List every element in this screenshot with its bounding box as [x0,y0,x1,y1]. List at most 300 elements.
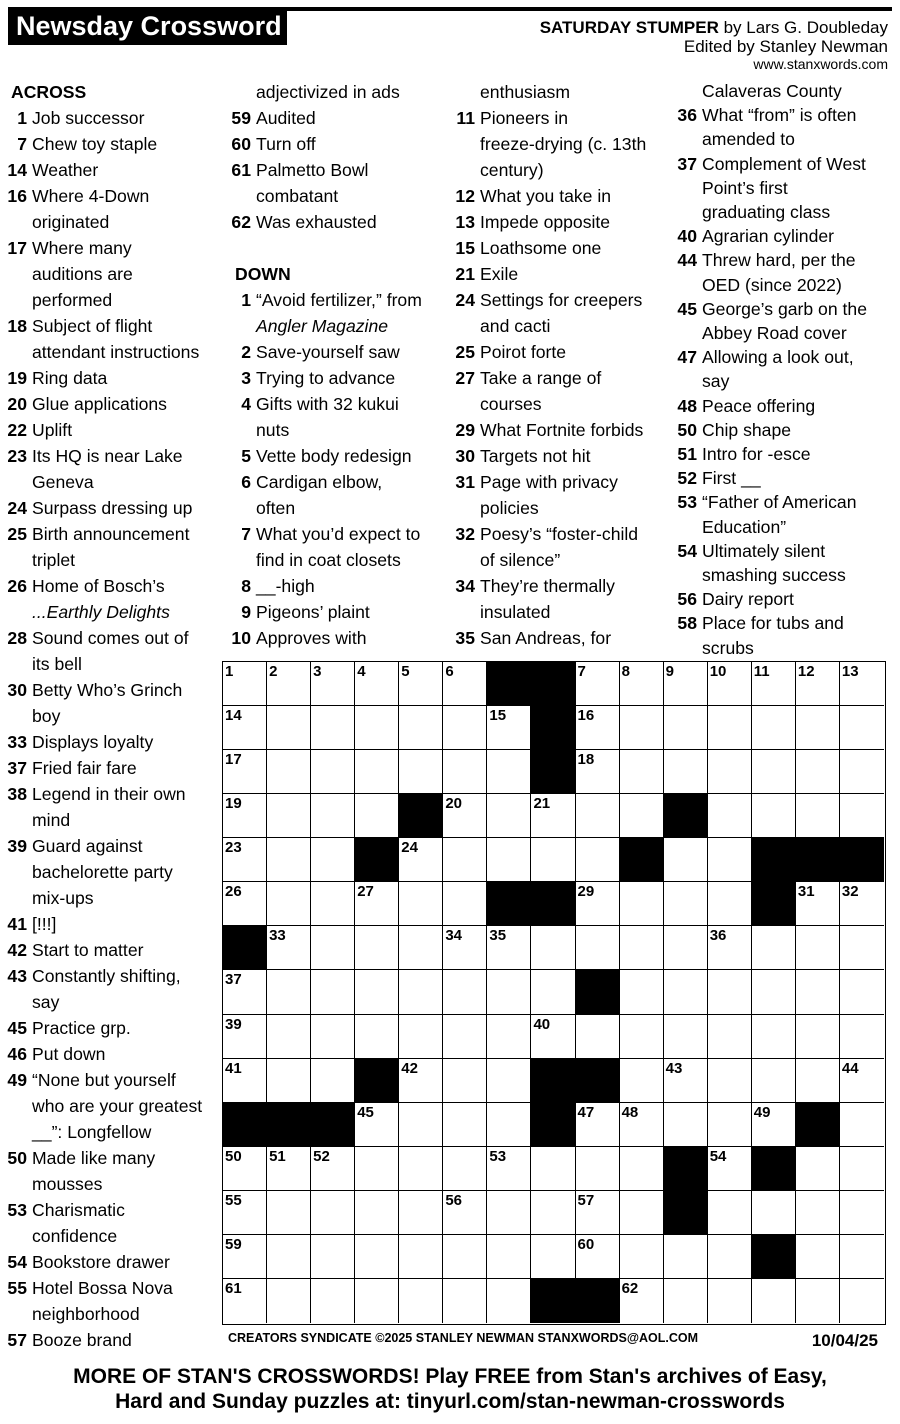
grid-cell[interactable] [223,1235,267,1279]
grid-cell[interactable] [355,794,399,838]
grid-cell[interactable] [399,1059,443,1103]
grid-cell[interactable] [708,970,752,1014]
grid-cell[interactable] [708,750,752,794]
grid-cell[interactable] [223,1059,267,1103]
cell-number: 50 [225,1147,242,1165]
grid-cell[interactable] [487,926,531,970]
clue-item [675,152,897,176]
grid-cell[interactable] [576,1103,620,1147]
grid-cell[interactable] [311,926,355,970]
clue-text: Poirot forte [480,342,567,362]
promo-line-1: MORE OF STAN'S CROSSWORDS! Play FREE from Stan's archives of Easy, [73,1365,827,1388]
grid-cell[interactable] [531,1015,575,1059]
grid-cell[interactable] [840,1279,884,1323]
grid-cell[interactable] [620,1235,664,1279]
grid-cell[interactable] [311,1059,355,1103]
grid-cell[interactable] [355,750,399,794]
grid-cell[interactable] [531,970,575,1014]
grid-cell[interactable] [531,1235,575,1279]
clue-item [5,495,220,521]
clue-continuation [675,515,897,539]
clue-text: “None but yourself [32,1070,176,1090]
grid-cell[interactable] [443,1147,487,1191]
grid-cell[interactable] [223,750,267,794]
clue-item [453,573,671,599]
grid-cell[interactable] [620,1191,664,1235]
grid-cell[interactable] [576,1235,620,1279]
grid-cell[interactable] [664,1015,708,1059]
grid-cell[interactable] [752,1059,796,1103]
grid-cell[interactable] [487,1235,531,1279]
grid-cell[interactable] [664,926,708,970]
grid-cell[interactable] [443,706,487,750]
grid-cell[interactable] [311,1015,355,1059]
grid-cell[interactable] [796,1279,840,1323]
clue-number: 24 [7,498,27,518]
grid-cell[interactable] [664,882,708,926]
clue-continuation [675,636,897,660]
clue-number: 54 [7,1252,27,1272]
grid-cell[interactable] [355,1103,399,1147]
block-cell [531,1279,575,1323]
clue-item [453,625,671,651]
puzzle-date: 10/04/25 [811,1331,878,1350]
grid-cell[interactable] [443,1059,487,1103]
clue-text: Charismatic [32,1200,125,1220]
grid-cell[interactable] [796,1147,840,1191]
grid-cell[interactable] [796,926,840,970]
grid-cell[interactable] [576,926,620,970]
grid-cell[interactable] [576,750,620,794]
grid-cell[interactable] [443,1015,487,1059]
grid-cell[interactable] [399,970,443,1014]
clue-text: Home of Bosch’s [32,576,165,596]
grid-cell[interactable] [708,1015,752,1059]
grid-cell[interactable] [620,970,664,1014]
clue-text: Pigeons’ plaint [256,602,370,622]
grid-cell[interactable] [708,1235,752,1279]
clue-item [675,297,897,321]
clue-text: Poesy’s “foster-child [480,524,639,544]
clue-number: 25 [455,342,475,362]
clue-item [453,521,671,547]
grid-cell[interactable] [355,882,399,926]
grid-cell[interactable] [443,1103,487,1147]
clue-number: 13 [455,212,475,232]
grid-cell[interactable] [443,1191,487,1235]
block-cell [531,882,575,926]
grid-cell[interactable] [796,750,840,794]
grid-cell[interactable] [840,970,884,1014]
clue-text: What you’d expect to [256,524,421,544]
grid-cell[interactable] [311,662,355,706]
grid-cell[interactable] [311,838,355,882]
section-gap [229,235,447,261]
clue-text: combatant [256,186,339,206]
grid-cell[interactable] [311,1279,355,1323]
grid-cell[interactable] [752,1279,796,1323]
grid-cell[interactable] [576,794,620,838]
clue-number: 4 [241,394,251,414]
grid-cell[interactable] [840,706,884,750]
grid-cell[interactable] [487,706,531,750]
clue-item [5,1197,220,1223]
grid-cell[interactable] [620,794,664,838]
grid-cell[interactable] [267,706,311,750]
grid-cell[interactable] [620,750,664,794]
cell-number: 10 [709,663,727,680]
clue-number: 9 [241,602,251,622]
clue-number: 62 [231,212,251,232]
grid-cell[interactable] [620,926,664,970]
grid-cell[interactable] [311,1191,355,1235]
clue-item [5,391,220,417]
grid-cell[interactable] [443,1235,487,1279]
grid-cell[interactable] [576,838,620,882]
clue-number: 43 [7,966,27,986]
clue-text: Where many [32,238,132,258]
clue-item [5,677,220,703]
clue-number: 8 [241,576,251,596]
cell-number: 17 [225,751,242,769]
clue-item [5,313,220,339]
grid-cell[interactable] [267,970,311,1014]
block-cell [531,706,575,750]
grid-cell[interactable] [840,1103,884,1147]
grid-cell[interactable] [576,1191,620,1235]
grid-cell[interactable] [796,1235,840,1279]
clue-continuation [229,79,447,105]
grid-cell[interactable] [399,1279,443,1323]
grid-cell[interactable] [752,794,796,838]
grid-cell[interactable] [267,1015,311,1059]
grid-cell[interactable] [664,706,708,750]
grid-cell[interactable] [708,662,752,706]
clue-number: 50 [677,419,697,440]
crossword-grid[interactable] [222,661,886,1325]
grid-cell[interactable] [487,1015,531,1059]
grid-cell[interactable] [223,706,267,750]
grid-cell[interactable] [752,1103,796,1147]
grid-cell[interactable] [487,1059,531,1103]
grid-cell[interactable] [620,882,664,926]
grid-cell[interactable] [708,838,752,882]
grid-cell[interactable] [708,1059,752,1103]
grid-cell[interactable] [664,838,708,882]
grid-cell[interactable] [311,706,355,750]
cell-number: 7 [577,663,586,680]
grid-cell[interactable] [399,706,443,750]
grid-cell[interactable] [311,750,355,794]
grid-cell[interactable] [267,838,311,882]
block-cell [576,1059,620,1103]
clue-text: Peace offering [702,395,816,416]
grid-cell[interactable] [487,1191,531,1235]
grid-cell[interactable] [620,1059,664,1103]
grid-cell[interactable] [487,1103,531,1147]
clue-text: who are your greatest [32,1096,203,1116]
grid-cell[interactable] [267,926,311,970]
grid-cell[interactable] [311,882,355,926]
grid-cell[interactable] [620,662,664,706]
grid-cell[interactable] [796,794,840,838]
grid-cell[interactable] [223,970,267,1014]
clue-item [5,521,220,547]
grid-cell[interactable] [487,794,531,838]
grid-cell[interactable] [840,1191,884,1235]
grid-cell[interactable] [267,1059,311,1103]
clue-number: 46 [7,1044,27,1064]
grid-cell[interactable] [752,1015,796,1059]
clue-number: 33 [7,732,27,752]
grid-cell[interactable] [840,1015,884,1059]
grid-cell[interactable] [443,750,487,794]
grid-cell[interactable] [267,750,311,794]
grid-cell[interactable] [576,662,620,706]
clue-text: Geneva [32,472,94,492]
grid-cell[interactable] [267,1279,311,1323]
cell-number: 37 [225,971,242,989]
cell-number: 24 [401,839,418,857]
byline [540,18,888,72]
block-cell [796,1103,840,1147]
grid-cell[interactable] [355,1235,399,1279]
clue-continuation [453,131,671,157]
grid-cell[interactable] [664,750,708,794]
grid-cell[interactable] [223,1147,267,1191]
grid-cell[interactable] [487,970,531,1014]
clue-continuation [453,495,671,521]
grid-cell[interactable] [752,662,796,706]
grid-cell[interactable] [531,1147,575,1191]
grid-cell[interactable] [752,1191,796,1235]
grid-cell[interactable] [620,1015,664,1059]
grid-cell[interactable] [443,838,487,882]
clue-text: Where 4-Down [32,186,150,206]
grid-cell[interactable] [664,1103,708,1147]
grid-cell[interactable] [576,882,620,926]
grid-cell[interactable] [531,1191,575,1235]
grid-cell[interactable] [399,1103,443,1147]
grid-cell[interactable] [796,1059,840,1103]
clue-text: Threw hard, per the [702,250,856,271]
grid-cell[interactable] [752,926,796,970]
clue-text: mind [32,810,71,830]
clue-number: 30 [455,446,475,466]
clue-item [675,103,897,127]
grid-cell[interactable] [840,1147,884,1191]
grid-cell[interactable] [355,1147,399,1191]
grid-cell[interactable] [708,1147,752,1191]
grid-cell[interactable] [708,1279,752,1323]
grid-cell[interactable] [223,1279,267,1323]
grid-cell[interactable] [355,1279,399,1323]
grid-cell[interactable] [487,750,531,794]
grid-cell[interactable] [355,1191,399,1235]
grid-cell[interactable] [664,1279,708,1323]
grid-cell[interactable] [840,1059,884,1103]
grid-cell[interactable] [355,706,399,750]
grid-cell[interactable] [399,1235,443,1279]
grid-cell[interactable] [223,1015,267,1059]
grid-cell[interactable] [620,1103,664,1147]
grid-cell[interactable] [267,662,311,706]
clue-text: What “from” is often [702,105,857,126]
grid-cell[interactable] [399,926,443,970]
grid-cell[interactable] [840,662,884,706]
clue-text: Practice grp. [32,1018,131,1038]
grid-cell[interactable] [443,926,487,970]
grid-cell[interactable] [664,970,708,1014]
grid-cell[interactable] [399,1191,443,1235]
grid-cell[interactable] [355,662,399,706]
grid-cell[interactable] [267,1147,311,1191]
clue-continuation [675,321,897,345]
block-cell [576,1279,620,1323]
grid-cell[interactable] [443,662,487,706]
grid-cell[interactable] [443,794,487,838]
clue-item [5,729,220,755]
grid-cell[interactable] [443,882,487,926]
grid-cell[interactable] [531,838,575,882]
grid-cell[interactable] [223,1191,267,1235]
cell-number: 13 [841,663,859,680]
grid-cell[interactable] [796,1191,840,1235]
grid-cell[interactable] [620,706,664,750]
grid-cell[interactable] [399,1147,443,1191]
grid-cell[interactable] [223,662,267,706]
clue-text: Audited [256,108,316,128]
grid-cell[interactable] [443,1279,487,1323]
grid-cell[interactable] [708,926,752,970]
grid-cell[interactable] [840,1235,884,1279]
cell-number: 52 [313,1147,330,1165]
clue-text: policies [480,498,539,518]
grid-cell[interactable] [531,926,575,970]
grid-cell[interactable] [796,1015,840,1059]
clue-item [675,539,897,563]
grid-cell[interactable] [311,1235,355,1279]
grid-cell[interactable] [708,706,752,750]
grid-cell[interactable] [796,662,840,706]
cell-number: 42 [401,1059,418,1077]
clue-text: Trying to advance [256,368,396,388]
grid-cell[interactable] [443,970,487,1014]
grid-cell[interactable] [399,838,443,882]
grid-cell[interactable] [664,1235,708,1279]
grid-cell[interactable] [399,1015,443,1059]
clue-text: Calaveras County [702,81,842,101]
grid-cell[interactable] [267,1191,311,1235]
clue-text: enthusiasm [480,82,570,102]
grid-cell[interactable] [223,838,267,882]
clue-item [5,573,220,599]
grid-cell[interactable] [311,794,355,838]
clue-number: 1 [241,290,251,310]
grid-cell[interactable] [355,970,399,1014]
clue-item [453,443,671,469]
grid-cell[interactable] [267,794,311,838]
clue-text: Betty Who’s Grinch [32,680,183,700]
grid-cell[interactable] [399,662,443,706]
grid-cell[interactable] [355,926,399,970]
grid-cell[interactable] [796,706,840,750]
grid-cell[interactable] [840,882,884,926]
clue-continuation [229,495,447,521]
grid-cell[interactable] [267,882,311,926]
clue-number: 18 [7,316,27,336]
grid-cell[interactable] [576,1147,620,1191]
grid-cell[interactable] [311,970,355,1014]
clue-text: __”: Longfellow [32,1122,152,1142]
clue-continuation [5,1093,220,1119]
grid-cell[interactable] [752,750,796,794]
clue-number: 34 [455,576,475,596]
grid-cell[interactable] [620,1279,664,1323]
clue-number: 22 [7,420,27,440]
grid-cell[interactable] [576,706,620,750]
clue-item [229,599,447,625]
grid-cell[interactable] [576,1015,620,1059]
grid-cell[interactable] [267,1235,311,1279]
grid-cell[interactable] [840,926,884,970]
clue-text: auditions are [32,264,133,284]
clue-text: Fried fair fare [32,758,137,778]
grid-cell[interactable] [531,794,575,838]
grid-cell[interactable] [487,1147,531,1191]
cell-number: 47 [577,1103,595,1121]
clue-item [5,417,220,443]
clue-text: often [256,498,296,518]
grid-cell[interactable] [620,1147,664,1191]
clue-number: 45 [7,1018,27,1038]
grid-cell[interactable] [223,794,267,838]
clue-item [229,365,447,391]
grid-cell[interactable] [796,970,840,1014]
clue-text: Was exhausted [256,212,377,232]
clue-text: Abbey Road cover [702,323,847,344]
clue-text: adjectivized in ads [256,82,400,102]
clue-text: Page with privacy [480,472,618,492]
grid-cell[interactable] [664,1059,708,1103]
grid-cell[interactable] [311,1147,355,1191]
clue-number: 20 [7,394,27,414]
grid-cell[interactable] [487,1279,531,1323]
clue-number: 7 [17,134,27,154]
grid-cell[interactable] [708,1103,752,1147]
grid-cell[interactable] [708,794,752,838]
grid-cell[interactable] [840,794,884,838]
grid-cell[interactable] [752,970,796,1014]
clue-number: 59 [231,108,251,128]
clue-text: They’re thermally [480,576,615,596]
grid-cell[interactable] [752,706,796,750]
cell-number: 20 [445,795,463,813]
grid-cell[interactable] [840,750,884,794]
clue-number: 16 [7,186,27,206]
cell-number: 34 [445,927,463,945]
grid-cell[interactable] [708,1191,752,1235]
grid-cell[interactable] [708,882,752,926]
grid-cell[interactable] [796,882,840,926]
grid-cell[interactable] [487,838,531,882]
grid-cell[interactable] [399,750,443,794]
grid-cell[interactable] [664,662,708,706]
grid-cell[interactable] [399,882,443,926]
clue-number: 35 [455,628,475,648]
grid-cell[interactable] [223,882,267,926]
grid-cell[interactable] [355,1015,399,1059]
